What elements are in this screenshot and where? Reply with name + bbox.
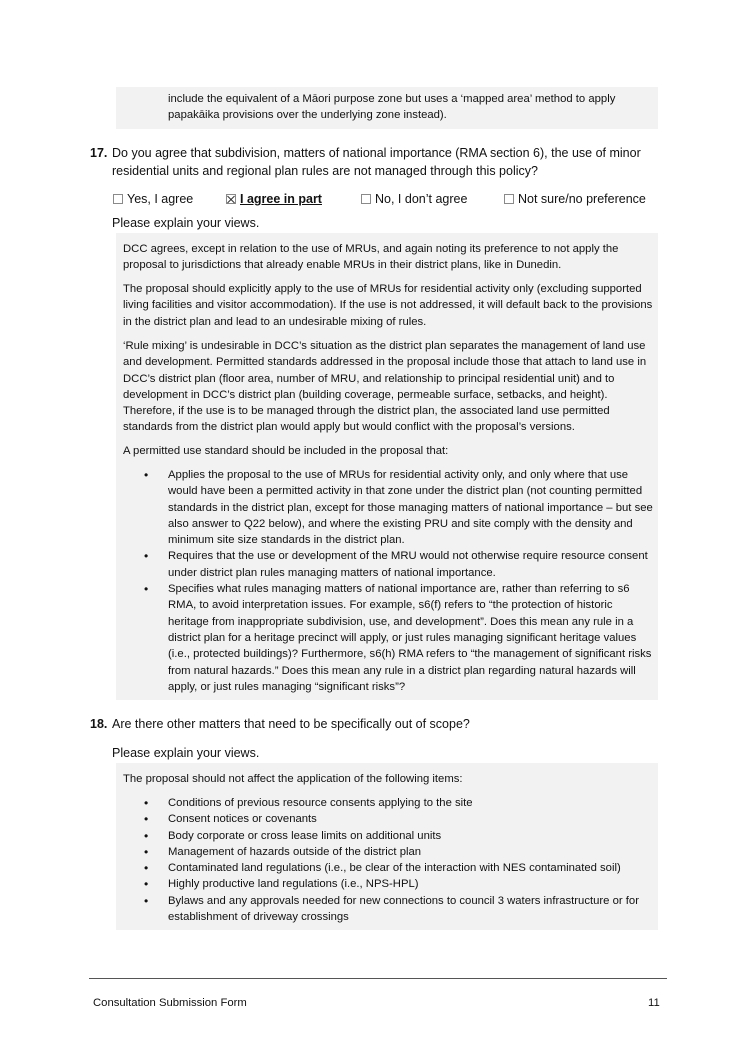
checkbox-icon[interactable]	[113, 194, 123, 204]
q17-option-no[interactable]	[361, 192, 467, 206]
page-number: 11	[648, 997, 660, 1009]
q17-paragraph: The proposal should explicitly apply to the use of MRUs for residential activity only (excluding supported living facilities and visitor accommodation). If the use is not addressed, it will default back to the provisions in the district plan and lead to an undesirable mixing of rules.	[123, 283, 653, 328]
list-item: • Consent notices or covenants	[123, 811, 653, 827]
checkbox-icon[interactable]	[504, 194, 514, 204]
list-item: • Specifies what rules managing matters of national importance are, rather than referring to s6 RMA, to avoid interpretation issues. For example, s6(f) refers to “the protection of historic heritage from inappropriate subdivision, use, and development”. Does this mean any rule in a district plan for a heritage precinct will apply, or just rules managing significant heritage values (i.e., protected buildings)? Furthermore, s6(h) RMA refers to “the management of significant risks from natural hazards.” Does this mean any rule in a district plan regarding natural hazards will apply, or just rules managing “significant risks”?	[123, 581, 653, 695]
q17-question: Do you agree that subdivision, matters of national importance (RMA section 6), the use of minor residential units and regional plan rules are not managed through this policy?	[112, 146, 641, 178]
q17-paragraph: A permitted use standard should be included in the proposal that:	[123, 445, 449, 457]
q17-number: 17.	[90, 146, 108, 160]
list-item: • Body corporate or cross lease limits on additional units	[123, 828, 653, 844]
top-box-line: papakāika provisions over the underlying zone instead).	[168, 109, 447, 122]
list-item: • Highly productive land regulations (i.e., NPS-HPL)	[123, 876, 653, 892]
list-item: • Conditions of previous resource consents applying to the site	[123, 795, 653, 811]
q17-paragraph: DCC agrees, except in relation to the use of MRUs, and again noting its preference to not apply the proposal to jurisdictions that already enable MRUs in their district plans, like in Dunedin.	[123, 243, 619, 272]
q17-paragraph: ‘Rule mixing’ is undesirable in DCC’s situation as the district plan separates the management of land use and development. Permitted standards addressed in the proposal include those that attach to land use in DCC’s district plan (floor area, number of MRU, and relationship to principal residential unit) and to development in DCC’s district plan (building coverage, permeable surface, setbacks, and height). Therefore, if the use is to be managed through the district plan, the associated land use permitted standards from the district plan would apply but would conflict with the proposal’s versions.	[123, 340, 647, 434]
checkbox-icon[interactable]	[361, 194, 371, 204]
list-item: • Requires that the use or development of the MRU would not otherwise require resource consent under district plan rules managing matters of national importance.	[123, 548, 653, 581]
q18-explain-label: Please explain your views.	[112, 746, 260, 760]
footer-divider	[89, 978, 667, 979]
q18-intro: The proposal should not affect the application of the following items:	[123, 773, 463, 785]
q18-number: 18.	[90, 717, 108, 731]
top-box-line: include the equivalent of a Māori purpose zone but uses a ‘mapped area’ method to apply	[168, 93, 616, 105]
list-item: • Applies the proposal to the use of MRUs for residential activity only, and only where that use would have been a permitted activity in that zone under the district plan (not counting permitted standards in the district plan, except for those managing matters of national importance – but see also answer to Q22 below), and where the existing PRU and site comply with the density and minimum site size standards in the district plan.	[123, 467, 653, 548]
checked-checkbox-icon[interactable]	[226, 194, 236, 204]
option-label: I agree in part	[240, 192, 322, 206]
top-box-text	[168, 91, 648, 124]
q18-question: Are there other matters that need to be specifically out of scope?	[112, 717, 470, 731]
footer-title: Consultation Submission Form	[93, 997, 247, 1009]
option-label: Not sure/no preference	[518, 192, 646, 206]
option-label: No, I don’t agree	[375, 192, 468, 206]
list-item: • Management of hazards outside of the district plan	[123, 844, 653, 860]
q17-explain-label: Please explain your views.	[112, 216, 260, 230]
option-label: Yes, I agree	[127, 192, 194, 206]
q17-option-agree-in-part[interactable]	[226, 192, 322, 206]
q17-option-yes[interactable]	[113, 192, 193, 206]
q17-bullet-list	[123, 467, 653, 695]
q18-bullet-list	[123, 795, 653, 925]
q17-option-not-sure[interactable]	[504, 192, 646, 206]
list-item: • Bylaws and any approvals needed for new connections to council 3 waters infrastructure or for establishment of driveway crossings	[123, 893, 653, 926]
list-item: • Contaminated land regulations (i.e., be clear of the interaction with NES contaminated soil)	[123, 860, 653, 876]
